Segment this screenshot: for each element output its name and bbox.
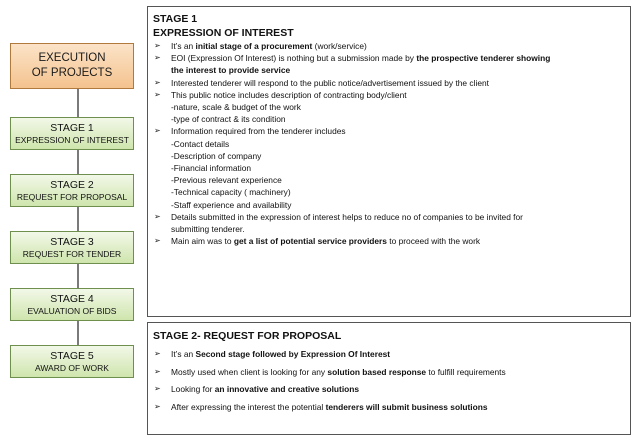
sub-item: -Technical capacity ( machinery): [171, 187, 291, 198]
stage-subtitle: EXPRESSION OF INTEREST: [15, 134, 129, 145]
bullet-continuation: submitting tenderer.: [171, 224, 245, 235]
stage-subtitle: EVALUATION OF BIDS: [27, 305, 117, 316]
stage-subtitle: AWARD OF WORK: [35, 362, 109, 373]
bullet-text: to proceed with the work: [386, 236, 481, 247]
connector-line: [77, 264, 79, 288]
bullet-item: ➢ Interested tenderer will respond to the public notice/advertisement issued by the client: [153, 77, 620, 89]
bullet-item: [153, 348, 620, 361]
bullet-text: Looking for: [171, 384, 215, 394]
bullet-item: ➢ Information required from the tenderer includes: [153, 125, 620, 137]
bullet-text: (work/service): [312, 41, 367, 51]
bullet-bold: the interest to provide service: [171, 65, 291, 76]
sub-item: -Description of company: [171, 150, 262, 161]
bullet-bold: Second stage followed by Expression Of Interest: [195, 349, 391, 359]
bullet-text: It’s an: [171, 41, 196, 51]
stage-4-box: [10, 288, 134, 321]
connector-line: [77, 321, 79, 345]
bullet-item: [153, 235, 620, 247]
stage-title: STAGE 2: [50, 178, 94, 191]
stage-2-box: [10, 174, 134, 207]
bullet-item: [153, 383, 620, 396]
connector-line: [77, 89, 79, 117]
bullet-bold: initial stage of a procurement: [195, 41, 313, 51]
sub-item: -Previous relevant experience: [171, 175, 282, 186]
panel-title: STAGE 1: [153, 13, 198, 25]
bullet-text: to fulfill requirements: [426, 366, 506, 377]
bullet-text: It’s an: [171, 349, 196, 359]
stage-1-box: [10, 117, 134, 150]
stage-title: STAGE 1: [50, 121, 94, 134]
bullet-continuation: [153, 64, 620, 76]
stage-title: STAGE 3: [50, 235, 94, 248]
bullet-item: ➢ Details submitted in the expression of interest helps to reduce no of companies to be invited for: [153, 211, 620, 223]
bullet-text: Main aim was to: [171, 236, 234, 247]
bullet-bold: tenderers will submit business solutions: [325, 401, 488, 412]
sub-item: -Staff experience and availability: [171, 199, 292, 210]
stage-subtitle: REQUEST FOR PROPOSAL: [16, 191, 128, 202]
bullet-item: [153, 52, 620, 64]
execution-line1: EXECUTION: [38, 52, 106, 64]
bullet-text: After expressing the interest the potential: [171, 401, 326, 412]
stage-2-description-panel: [147, 322, 631, 435]
connector-line: [77, 150, 79, 174]
bullet-bold: get a list of potential service providers: [233, 236, 387, 247]
bullet-bold: solution based response: [327, 366, 427, 377]
sub-item: -type of contract & its condition: [171, 114, 286, 125]
stage-3-box: [10, 231, 134, 264]
sub-item: -Contact details: [171, 138, 230, 149]
sub-item: -Financial information: [171, 163, 252, 174]
bullet-text: EOI (Expression Of Interest) is nothing but a submission made by: [171, 53, 417, 64]
stage-title: STAGE 5: [50, 349, 94, 362]
panel-title: STAGE 2- REQUEST FOR PROPOSAL: [153, 330, 342, 342]
stage-1-description-panel: [147, 6, 631, 317]
stage-5-box: [10, 345, 134, 378]
stage-title: STAGE 4: [50, 292, 94, 305]
bullet-item: [153, 40, 620, 52]
bullet-item: [153, 366, 620, 379]
bullet-item: ➢ This public notice includes description of contracting body/client: [153, 89, 620, 101]
panel-subtitle: EXPRESSION OF INTEREST: [153, 27, 294, 39]
bullet-text: Mostly used when client is looking for any: [171, 366, 328, 377]
sub-item: -nature, scale & budget of the work: [171, 102, 301, 113]
bullet-item: [153, 401, 620, 414]
stage-subtitle: REQUEST FOR TENDER: [22, 248, 122, 259]
execution-line2: OF PROJECTS: [31, 67, 113, 79]
bullet-bold: the prospective tenderer showing: [416, 53, 551, 64]
bullet-bold: an innovative and creative solutions: [214, 384, 360, 394]
execution-of-projects-box: [10, 43, 134, 89]
connector-line: [77, 207, 79, 231]
